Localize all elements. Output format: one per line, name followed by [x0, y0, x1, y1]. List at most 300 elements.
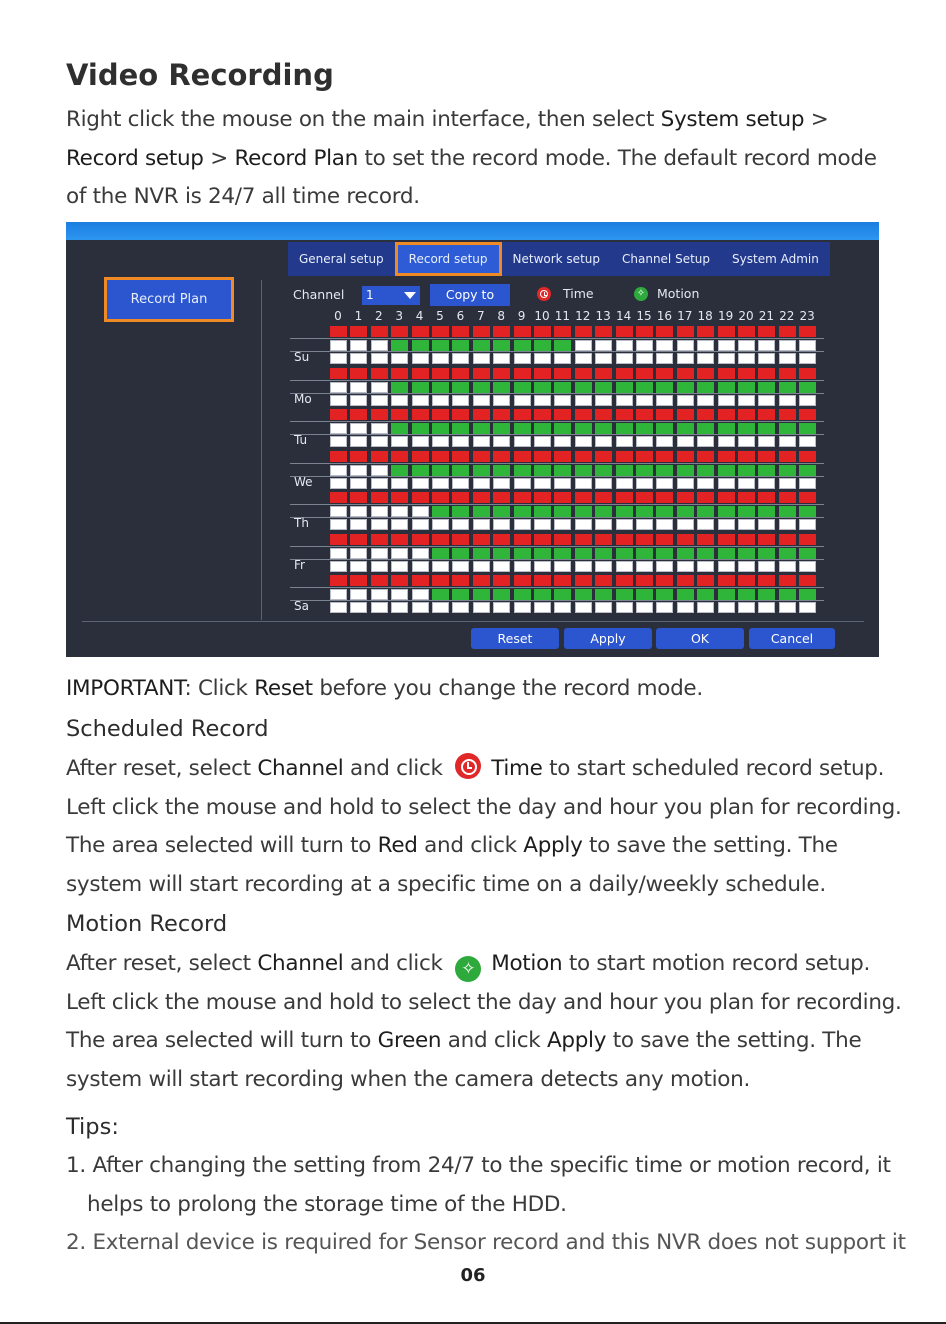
empty-slot-cell[interactable] [799, 561, 816, 572]
apply-button[interactable]: Apply [564, 628, 652, 649]
clock-icon[interactable] [537, 287, 551, 301]
empty-slot-cell[interactable] [575, 353, 592, 364]
motion-slot-cell[interactable] [595, 506, 612, 517]
empty-slot-cell[interactable] [636, 353, 653, 364]
time-slot-cell[interactable] [656, 368, 673, 379]
empty-slot-cell[interactable] [493, 436, 510, 447]
empty-slot-cell[interactable] [330, 478, 347, 489]
time-slot-cell[interactable] [554, 575, 571, 586]
empty-slot-cell[interactable] [554, 602, 571, 613]
empty-slot-cell[interactable] [616, 353, 633, 364]
empty-slot-cell[interactable] [452, 353, 469, 364]
empty-slot-cell[interactable] [738, 395, 755, 406]
empty-slot-cell[interactable] [779, 436, 796, 447]
motion-slot-cell[interactable] [412, 589, 429, 600]
time-slot-cell[interactable] [575, 575, 592, 586]
motion-slot-cell[interactable] [799, 382, 816, 393]
empty-slot-cell[interactable] [738, 478, 755, 489]
time-slot-cell[interactable] [391, 368, 408, 379]
time-slot-cell[interactable] [412, 368, 429, 379]
time-slot-cell[interactable] [452, 575, 469, 586]
motion-slot-cell[interactable] [350, 382, 367, 393]
motion-slot-cell[interactable] [391, 465, 408, 476]
motion-slot-cell[interactable] [636, 548, 653, 559]
motion-slot-cell[interactable] [514, 506, 531, 517]
empty-slot-cell[interactable] [677, 478, 694, 489]
empty-slot-cell[interactable] [758, 561, 775, 572]
motion-slot-cell[interactable] [412, 340, 429, 351]
time-slot-cell[interactable] [350, 326, 367, 337]
empty-slot-cell[interactable] [330, 436, 347, 447]
motion-slot-cell[interactable] [738, 589, 755, 600]
empty-slot-cell[interactable] [412, 478, 429, 489]
empty-slot-cell[interactable] [616, 478, 633, 489]
empty-slot-cell[interactable] [432, 478, 449, 489]
empty-slot-cell[interactable] [758, 436, 775, 447]
time-slot-cell[interactable] [473, 368, 490, 379]
time-slot-cell[interactable] [330, 534, 347, 545]
time-slot-cell[interactable] [697, 326, 714, 337]
motion-slot-cell[interactable] [636, 465, 653, 476]
empty-slot-cell[interactable] [616, 395, 633, 406]
motion-slot-cell[interactable] [718, 548, 735, 559]
time-slot-cell[interactable] [738, 409, 755, 420]
motion-slot-cell[interactable] [697, 589, 714, 600]
empty-slot-cell[interactable] [575, 561, 592, 572]
empty-slot-cell[interactable] [432, 561, 449, 572]
motion-slot-cell[interactable] [412, 465, 429, 476]
motion-slot-cell[interactable] [758, 423, 775, 434]
time-slot-cell[interactable] [534, 492, 551, 503]
time-slot-cell[interactable] [412, 451, 429, 462]
motion-slot-cell[interactable] [799, 465, 816, 476]
empty-slot-cell[interactable] [391, 436, 408, 447]
motion-slot-cell[interactable] [697, 506, 714, 517]
motion-mode-label[interactable]: Motion [657, 286, 700, 301]
motion-slot-cell[interactable] [473, 506, 490, 517]
time-slot-cell[interactable] [493, 575, 510, 586]
motion-slot-cell[interactable] [493, 382, 510, 393]
motion-slot-cell[interactable] [371, 465, 388, 476]
motion-slot-cell[interactable] [554, 340, 571, 351]
motion-slot-cell[interactable] [697, 423, 714, 434]
empty-slot-cell[interactable] [697, 561, 714, 572]
time-slot-cell[interactable] [656, 451, 673, 462]
empty-slot-cell[interactable] [350, 519, 367, 530]
time-slot-cell[interactable] [330, 326, 347, 337]
motion-slot-cell[interactable] [656, 465, 673, 476]
empty-slot-cell[interactable] [799, 353, 816, 364]
time-slot-cell[interactable] [758, 492, 775, 503]
empty-slot-cell[interactable] [534, 353, 551, 364]
motion-slot-cell[interactable] [330, 340, 347, 351]
time-slot-cell[interactable] [718, 534, 735, 545]
motion-slot-cell[interactable] [758, 506, 775, 517]
empty-slot-cell[interactable] [697, 436, 714, 447]
motion-slot-cell[interactable] [718, 340, 735, 351]
motion-slot-cell[interactable] [412, 506, 429, 517]
motion-slot-cell[interactable] [371, 382, 388, 393]
empty-slot-cell[interactable] [738, 519, 755, 530]
time-slot-cell[interactable] [799, 451, 816, 462]
time-slot-cell[interactable] [799, 534, 816, 545]
empty-slot-cell[interactable] [330, 395, 347, 406]
time-slot-cell[interactable] [595, 492, 612, 503]
motion-slot-cell[interactable] [432, 465, 449, 476]
motion-slot-cell[interactable] [595, 423, 612, 434]
empty-slot-cell[interactable] [473, 436, 490, 447]
motion-slot-cell[interactable] [330, 423, 347, 434]
time-slot-cell[interactable] [575, 451, 592, 462]
time-slot-cell[interactable] [779, 575, 796, 586]
empty-slot-cell[interactable] [350, 436, 367, 447]
empty-slot-cell[interactable] [677, 436, 694, 447]
time-slot-cell[interactable] [473, 451, 490, 462]
time-slot-cell[interactable] [514, 492, 531, 503]
time-slot-cell[interactable] [534, 409, 551, 420]
empty-slot-cell[interactable] [575, 436, 592, 447]
motion-slot-cell[interactable] [391, 506, 408, 517]
motion-slot-cell[interactable] [779, 382, 796, 393]
motion-slot-cell[interactable] [697, 382, 714, 393]
motion-slot-cell[interactable] [534, 423, 551, 434]
time-slot-cell[interactable] [350, 534, 367, 545]
time-slot-cell[interactable] [636, 409, 653, 420]
empty-slot-cell[interactable] [718, 436, 735, 447]
empty-slot-cell[interactable] [432, 519, 449, 530]
time-slot-cell[interactable] [350, 451, 367, 462]
motion-slot-cell[interactable] [473, 340, 490, 351]
motion-slot-cell[interactable] [738, 465, 755, 476]
ok-button[interactable]: OK [656, 628, 744, 649]
motion-slot-cell[interactable] [350, 465, 367, 476]
motion-slot-cell[interactable] [493, 548, 510, 559]
motion-slot-cell[interactable] [799, 423, 816, 434]
motion-slot-cell[interactable] [350, 589, 367, 600]
time-slot-cell[interactable] [391, 534, 408, 545]
time-slot-cell[interactable] [758, 409, 775, 420]
record-plan-button[interactable]: Record Plan [104, 277, 234, 322]
motion-slot-cell[interactable] [718, 423, 735, 434]
empty-slot-cell[interactable] [452, 395, 469, 406]
motion-slot-cell[interactable] [616, 423, 633, 434]
motion-slot-cell[interactable] [636, 382, 653, 393]
empty-slot-cell[interactable] [432, 353, 449, 364]
empty-slot-cell[interactable] [452, 561, 469, 572]
motion-slot-cell[interactable] [779, 506, 796, 517]
empty-slot-cell[interactable] [432, 602, 449, 613]
motion-slot-cell[interactable] [330, 506, 347, 517]
time-slot-cell[interactable] [779, 368, 796, 379]
time-slot-cell[interactable] [595, 575, 612, 586]
motion-slot-cell[interactable] [677, 382, 694, 393]
time-slot-cell[interactable] [493, 409, 510, 420]
time-slot-cell[interactable] [616, 409, 633, 420]
time-slot-cell[interactable] [371, 326, 388, 337]
motion-slot-cell[interactable] [330, 548, 347, 559]
motion-slot-cell[interactable] [656, 506, 673, 517]
empty-slot-cell[interactable] [391, 353, 408, 364]
time-slot-cell[interactable] [330, 451, 347, 462]
empty-slot-cell[interactable] [677, 395, 694, 406]
motion-slot-cell[interactable] [391, 340, 408, 351]
empty-slot-cell[interactable] [718, 561, 735, 572]
time-slot-cell[interactable] [473, 575, 490, 586]
time-slot-cell[interactable] [758, 451, 775, 462]
motion-slot-cell[interactable] [656, 589, 673, 600]
empty-slot-cell[interactable] [779, 561, 796, 572]
time-slot-cell[interactable] [412, 534, 429, 545]
time-slot-cell[interactable] [595, 368, 612, 379]
empty-slot-cell[interactable] [514, 395, 531, 406]
motion-slot-cell[interactable] [534, 589, 551, 600]
motion-slot-cell[interactable] [575, 506, 592, 517]
empty-slot-cell[interactable] [371, 561, 388, 572]
motion-slot-cell[interactable] [799, 506, 816, 517]
empty-slot-cell[interactable] [779, 602, 796, 613]
time-slot-cell[interactable] [799, 492, 816, 503]
empty-slot-cell[interactable] [779, 519, 796, 530]
time-slot-cell[interactable] [738, 326, 755, 337]
empty-slot-cell[interactable] [779, 395, 796, 406]
empty-slot-cell[interactable] [554, 395, 571, 406]
motion-slot-cell[interactable] [452, 423, 469, 434]
time-slot-cell[interactable] [799, 575, 816, 586]
motion-slot-cell[interactable] [412, 423, 429, 434]
motion-slot-cell[interactable] [514, 340, 531, 351]
motion-slot-cell[interactable] [473, 589, 490, 600]
time-slot-cell[interactable] [371, 492, 388, 503]
time-slot-cell[interactable] [677, 534, 694, 545]
empty-slot-cell[interactable] [697, 353, 714, 364]
time-slot-cell[interactable] [493, 326, 510, 337]
time-slot-cell[interactable] [554, 451, 571, 462]
motion-slot-cell[interactable] [575, 548, 592, 559]
motion-slot-cell[interactable] [432, 382, 449, 393]
time-slot-cell[interactable] [718, 326, 735, 337]
time-slot-cell[interactable] [514, 575, 531, 586]
motion-slot-cell[interactable] [534, 382, 551, 393]
motion-slot-cell[interactable] [758, 465, 775, 476]
motion-slot-cell[interactable] [493, 589, 510, 600]
motion-slot-cell[interactable] [350, 548, 367, 559]
time-slot-cell[interactable] [452, 326, 469, 337]
time-slot-cell[interactable] [799, 326, 816, 337]
time-slot-cell[interactable] [616, 492, 633, 503]
empty-slot-cell[interactable] [677, 602, 694, 613]
empty-slot-cell[interactable] [554, 561, 571, 572]
time-slot-cell[interactable] [350, 368, 367, 379]
empty-slot-cell[interactable] [595, 561, 612, 572]
time-slot-cell[interactable] [514, 368, 531, 379]
motion-slot-cell[interactable] [575, 589, 592, 600]
empty-slot-cell[interactable] [493, 519, 510, 530]
empty-slot-cell[interactable] [636, 561, 653, 572]
motion-slot-cell[interactable] [452, 382, 469, 393]
empty-slot-cell[interactable] [799, 602, 816, 613]
time-slot-cell[interactable] [412, 326, 429, 337]
motion-slot-cell[interactable] [677, 423, 694, 434]
empty-slot-cell[interactable] [350, 353, 367, 364]
empty-slot-cell[interactable] [330, 561, 347, 572]
motion-slot-cell[interactable] [656, 423, 673, 434]
motion-slot-cell[interactable] [371, 423, 388, 434]
empty-slot-cell[interactable] [718, 602, 735, 613]
time-slot-cell[interactable] [799, 368, 816, 379]
motion-slot-cell[interactable] [514, 423, 531, 434]
time-slot-cell[interactable] [371, 451, 388, 462]
empty-slot-cell[interactable] [718, 519, 735, 530]
motion-slot-cell[interactable] [738, 423, 755, 434]
time-slot-cell[interactable] [656, 409, 673, 420]
empty-slot-cell[interactable] [412, 436, 429, 447]
motion-slot-cell[interactable] [534, 340, 551, 351]
time-slot-cell[interactable] [758, 326, 775, 337]
motion-slot-cell[interactable] [452, 465, 469, 476]
motion-slot-cell[interactable] [412, 382, 429, 393]
motion-slot-cell[interactable] [493, 506, 510, 517]
empty-slot-cell[interactable] [636, 395, 653, 406]
motion-slot-cell[interactable] [473, 548, 490, 559]
time-slot-cell[interactable] [779, 326, 796, 337]
time-slot-cell[interactable] [554, 534, 571, 545]
empty-slot-cell[interactable] [493, 353, 510, 364]
empty-slot-cell[interactable] [636, 602, 653, 613]
time-slot-cell[interactable] [575, 492, 592, 503]
motion-slot-cell[interactable] [554, 465, 571, 476]
empty-slot-cell[interactable] [697, 602, 714, 613]
time-slot-cell[interactable] [412, 409, 429, 420]
time-slot-cell[interactable] [371, 534, 388, 545]
empty-slot-cell[interactable] [514, 602, 531, 613]
time-slot-cell[interactable] [391, 326, 408, 337]
empty-slot-cell[interactable] [350, 395, 367, 406]
empty-slot-cell[interactable] [371, 353, 388, 364]
time-slot-cell[interactable] [391, 492, 408, 503]
time-slot-cell[interactable] [595, 534, 612, 545]
time-slot-cell[interactable] [616, 534, 633, 545]
motion-slot-cell[interactable] [616, 340, 633, 351]
empty-slot-cell[interactable] [799, 519, 816, 530]
time-slot-cell[interactable] [473, 492, 490, 503]
time-slot-cell[interactable] [330, 492, 347, 503]
empty-slot-cell[interactable] [391, 519, 408, 530]
motion-slot-cell[interactable] [514, 382, 531, 393]
empty-slot-cell[interactable] [514, 353, 531, 364]
time-slot-cell[interactable] [350, 409, 367, 420]
empty-slot-cell[interactable] [554, 353, 571, 364]
motion-slot-cell[interactable] [554, 382, 571, 393]
motion-slot-cell[interactable] [758, 589, 775, 600]
empty-slot-cell[interactable] [514, 436, 531, 447]
time-slot-cell[interactable] [697, 409, 714, 420]
motion-slot-cell[interactable] [514, 589, 531, 600]
motion-slot-cell[interactable] [636, 589, 653, 600]
motion-slot-cell[interactable] [595, 465, 612, 476]
empty-slot-cell[interactable] [493, 478, 510, 489]
tab-general-setup[interactable]: General setup [299, 252, 384, 266]
empty-slot-cell[interactable] [656, 395, 673, 406]
empty-slot-cell[interactable] [616, 436, 633, 447]
motion-slot-cell[interactable] [779, 465, 796, 476]
motion-slot-cell[interactable] [575, 382, 592, 393]
motion-slot-cell[interactable] [738, 340, 755, 351]
empty-slot-cell[interactable] [330, 519, 347, 530]
time-slot-cell[interactable] [799, 409, 816, 420]
time-slot-cell[interactable] [350, 492, 367, 503]
motion-slot-cell[interactable] [595, 382, 612, 393]
motion-slot-cell[interactable] [432, 423, 449, 434]
empty-slot-cell[interactable] [575, 519, 592, 530]
time-slot-cell[interactable] [616, 451, 633, 462]
time-slot-cell[interactable] [697, 575, 714, 586]
time-slot-cell[interactable] [616, 326, 633, 337]
time-slot-cell[interactable] [677, 409, 694, 420]
empty-slot-cell[interactable] [554, 519, 571, 530]
motion-slot-cell[interactable] [718, 465, 735, 476]
empty-slot-cell[interactable] [534, 519, 551, 530]
motion-slot-cell[interactable] [616, 506, 633, 517]
empty-slot-cell[interactable] [452, 602, 469, 613]
time-slot-cell[interactable] [432, 575, 449, 586]
time-slot-cell[interactable] [636, 575, 653, 586]
empty-slot-cell[interactable] [656, 602, 673, 613]
time-slot-cell[interactable] [758, 575, 775, 586]
motion-slot-cell[interactable] [554, 506, 571, 517]
time-slot-cell[interactable] [718, 575, 735, 586]
empty-slot-cell[interactable] [718, 478, 735, 489]
time-slot-cell[interactable] [677, 326, 694, 337]
empty-slot-cell[interactable] [412, 561, 429, 572]
time-slot-cell[interactable] [554, 368, 571, 379]
motion-slot-cell[interactable] [473, 423, 490, 434]
empty-slot-cell[interactable] [412, 353, 429, 364]
motion-slot-cell[interactable] [677, 506, 694, 517]
motion-slot-cell[interactable] [799, 340, 816, 351]
motion-slot-cell[interactable] [779, 340, 796, 351]
empty-slot-cell[interactable] [391, 395, 408, 406]
empty-slot-cell[interactable] [452, 519, 469, 530]
empty-slot-cell[interactable] [350, 602, 367, 613]
time-slot-cell[interactable] [412, 492, 429, 503]
motion-slot-cell[interactable] [779, 589, 796, 600]
time-slot-cell[interactable] [534, 451, 551, 462]
running-person-icon[interactable]: ✧ [634, 287, 648, 301]
time-slot-cell[interactable] [718, 492, 735, 503]
time-slot-cell[interactable] [514, 451, 531, 462]
motion-slot-cell[interactable] [493, 465, 510, 476]
motion-slot-cell[interactable] [575, 340, 592, 351]
time-slot-cell[interactable] [697, 451, 714, 462]
cancel-button[interactable]: Cancel [749, 628, 835, 649]
empty-slot-cell[interactable] [636, 436, 653, 447]
motion-slot-cell[interactable] [473, 465, 490, 476]
time-slot-cell[interactable] [758, 368, 775, 379]
motion-slot-cell[interactable] [656, 382, 673, 393]
time-slot-cell[interactable] [452, 534, 469, 545]
empty-slot-cell[interactable] [514, 478, 531, 489]
time-slot-cell[interactable] [554, 409, 571, 420]
motion-slot-cell[interactable] [391, 589, 408, 600]
time-slot-cell[interactable] [391, 409, 408, 420]
empty-slot-cell[interactable] [452, 478, 469, 489]
motion-slot-cell[interactable] [554, 548, 571, 559]
time-slot-cell[interactable] [452, 492, 469, 503]
empty-slot-cell[interactable] [534, 602, 551, 613]
empty-slot-cell[interactable] [677, 519, 694, 530]
motion-slot-cell[interactable] [595, 340, 612, 351]
motion-slot-cell[interactable] [718, 589, 735, 600]
